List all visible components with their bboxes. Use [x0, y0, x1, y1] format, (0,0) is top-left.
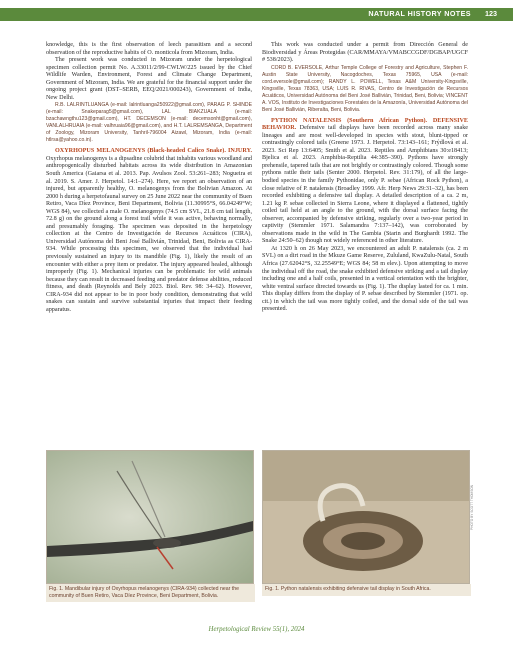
species-paragraph: [262, 118, 468, 246]
journal-footer: Herpetological Review 55(1), 2024: [208, 626, 305, 633]
paragraph: knowledge, this is the first observation of leech parasitism and a second observation of the reproductive habits of O. monticola from Mizoram, India.: [46, 42, 252, 56]
species-heading: OXYRHOPUS MELANOGENYS (Black-headed Calico Snake). INJURY.: [55, 148, 252, 155]
species-heading: PYTHON NATALENSIS (Southern African Python). DEFENSIVE BEHAVIOR.: [262, 117, 468, 132]
left-column: [46, 42, 252, 314]
paragraph: This work was conducted under a permit from Dirección General de Biodiversidad y Áreas Protegidas (CAR/MMAYA/VMABCCGDF/DGBAP/UGCF # 538/2023).: [262, 42, 468, 64]
snake-head: [153, 538, 181, 548]
header-band: [0, 8, 513, 21]
paragraph: At 1320 h on 26 May 2023, we encountered an adult P. natalensis (ca. 2 m SVL) on a dirt road in the Mkuze Game Reserve, Zululand, KwaZulu-Natal, South Africa (27.62042°S, 32.25549°E; WGS 84; 58 m elev.). Upon attempting to move the individual off the road, the snake exhibited defensive striking and a tail display including one and a half coils, presented in a vertical orientation with the brighter, white ventral surface directed towards us (Fig. 1). The display lasted for ca. 1 min. This display differs from the display of P. sebae described by Stemmler (1971. op. cit.) in which the tail was more tightly coiled, and the dorsal side of the tail was presented.: [262, 245, 468, 313]
python-coil-inner: [341, 532, 385, 550]
paragraph-body: Defensive tail displays have been recorded across many snake lineages and are most well-developed in species with stout, blunt-tipped or contrastingly colored tails (Greene 1973. J. Herpetol. 73:143–161; Frýdlová et al. 2023. Sci Rep 13:6405; Smith et al. 2023. Reptiles and Amphibians 30:e18413; Bjelica et al. 2023. Amphibia-Reptilia 44:385–390). Pythons have strongly prehensile, tapered tails that are not brightly or contrastingly colored. Though some pythons rattle their tails (Senter 2000. Herpetol. Rev. 31:179), of all the large-bodied species in the family Pythonidae, only P. sebae (African Rock Python), a close relative of P. natalensis (Broadley 1999. Afr. Herp News 29:31–32), has been recorded exhibiting a defensive tail display. A detailed description of a ca. 2 m, 1.21 kg P. sebae collected in Sierra Leone, where it displayed a flattened, tightly coiled tail held at an angle to the ground, with the dorsal surface facing the observer, accompanied by defensive striking, regularly over a two-year period in captivity (Stemmler 1971. Salamandra 7:137–142), was corroborated by observations made in the wild in The Gambia (Starin and Burghardt 1992. The Snake 24:50–62) though not widely referenced in other literature.: [262, 125, 468, 245]
right-column: [262, 42, 468, 314]
section-title: NATURAL HISTORY NOTES: [368, 9, 471, 18]
python-coil-illustration: [263, 451, 469, 583]
paragraph: The present work was conducted in Mizoram under the herpetological specimen collection permit No. A.33011/2/99-CWLW/225 issued by the Chief Wildlife Warden, Environment, Forest and Climate Change Department, Government of Mizoram, India. We are grateful for the financial support under the ongoing project grant (DST–SERB, EEQ/2021/000243), Government of India, New Delhi.: [46, 57, 252, 101]
species-paragraph: [46, 148, 252, 314]
figure-caption: Fig. 1. Mandibular injury of Oxyrhopus melanogenys (CIRA-934) collected near the community of Buen Retiro, Vaca Díez Province, Beni Department, Bolivia.: [46, 584, 255, 602]
figure-snake-injury-photo: [46, 450, 254, 584]
author-block: R.B. LALRINTLUANGA (e-mail: lalrintluanga250922@gmail.com), PARAG P. SHINDE (e-mail: Snakeparag5@gmail.com), LAL BIAKZUALA (e-mail: bzachawngthu123@gmail.com), HT. DECEMSON (e-mail: decemsonht@gmail.com), VANLALHRUAIA (e-mail: valhruaia96@gmail.com), and H.T. LALREMSANGA, Department of Zoology, Mizoram University, Tanhril-796004 Aizawl, Mizoram, India (e-mail: htlrsa@yahoo.co.in).: [46, 102, 252, 144]
author-block: CORD B. EVERSOLE, Arthur Temple College of Forestry and Agriculture, Stephen F. Austin State University, Nacogdoches, Texas 75965, USA (e-mail: cord.eversole@gmail.com); RANDY L. POWELL, Texas A&M University-Kingsville, Kingsville, Texas 78363, USA; LUIS R. RIVAS, Centro de Investigación de Recursos Acuáticos, Universidad Autónoma del Beni José Ballivián, Trinidad, Beni, Bolivia; VINCENT A. VOS, Instituto de Investigaciones Forestales de la Amazonía, Universidad Autónoma del Beni José Ballivián, Riberalta, Beni, Bolivia.: [262, 64, 468, 113]
page-number: 123: [485, 9, 497, 18]
paragraph-body: Oxyrhopus melanogenys is a dipsadine colubrid that inhabits various woodland and anthropogenically disturbed habitats across its wide distribution in Amazonian South America (Gaiarsa et al. 2013. Pap. Avulsos Zool. 53:261–283; Nogueira et al. 2019. S. Amer. J. Herpetol. 14:1–274). Here, we report an observation of an injured, but apparently healthy, O. melanogenys from the Bolivian Amazon. At 2000 h during a herpetofaunal survey on 25 June 2022 near the community of Buen Retiro, Vaca Díez Province, Beni Department, Bolivia (11.30995°S, 66.04249°W; WGS 84), we collected a male O. melanogenys (74.5 cm SVL, 21.8 cm tail length, 72.8 g) on the ground along a forest trail while it was active, behaving normally, and presumably foraging. The specimen was deposited in the herpetology collection at the Centro de Investigación de Recursos Acuáticos (CIRA), Universidad Autónoma del Beni José Ballivián, Trinidad, Beni, Bolivia as CIRA-934. While processing this specimen, we observed that the individual had previously sustained an injury to its mandible (Fig. 1), likely the result of an encounter with either a prey item or predator. The injury appeared healed, although improperly (Fig. 1). Mechanical injuries can be problematic for wild animals because they can result in decreased feeding and predator defense abilities, reduced fitness, and death (Reynolds and Bely 2023. Biol. Rev. 98: 34–62). However, CIRA-934 did not appear to be in poor body condition, demonstrating that wild snakes can sustain and survive substantial injuries that impact their feeding apparatus.: [46, 155, 252, 313]
running-header: [0, 0, 513, 22]
photo-credit: PHOTO BY SCOTT THOMSON: [470, 484, 474, 530]
figure-python-display-photo: [262, 450, 470, 584]
snake-head-illustration: [47, 451, 253, 583]
figure-caption: Fig. 1. Python natalensis exhibiting defensive tail display in South Africa.: [262, 584, 471, 596]
